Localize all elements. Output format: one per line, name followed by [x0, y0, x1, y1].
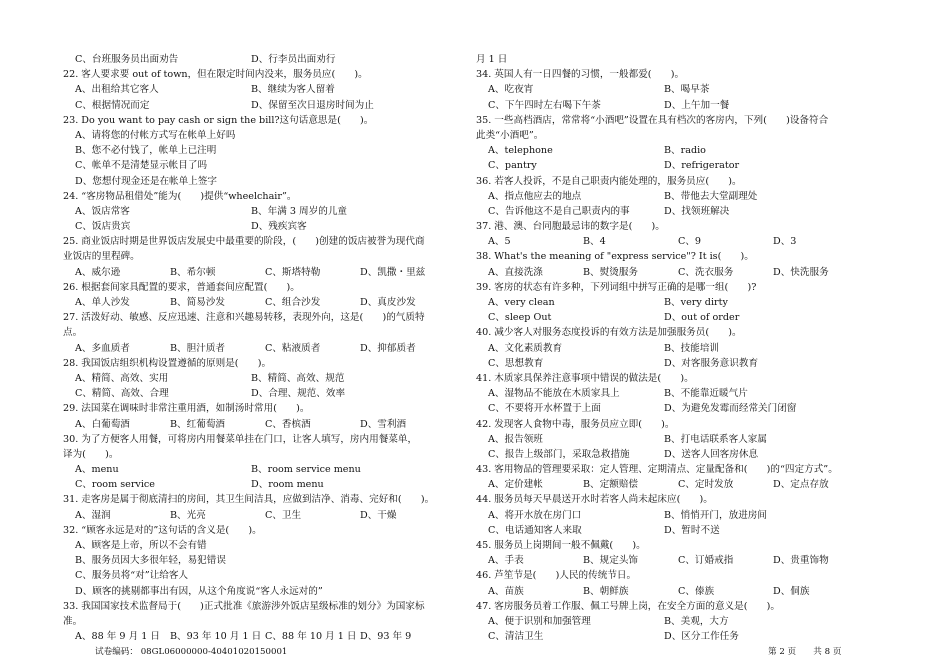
question-line: 41. 木质家具保养注意事项中错误的做法是( )。	[476, 372, 694, 384]
answer-option: B、年满 3 周岁的儿童	[251, 205, 348, 217]
option-row	[476, 508, 868, 523]
option-row	[476, 432, 868, 447]
answer-option: B、精简、高效、规范	[251, 372, 345, 384]
answer-option: A、menu	[75, 464, 119, 476]
answer-option: A、文化素质教育	[488, 342, 563, 354]
answer-option: C、组合沙发	[265, 297, 321, 308]
answer-option: D、定点存放	[773, 479, 829, 491]
answer-option: C、pantry	[488, 160, 537, 172]
option-row	[476, 629, 868, 644]
option-line: B、您不必付钱了，帐单上已注明	[75, 145, 217, 157]
question-line: 23. Do you want to pay cash or sign the bill?这句话意思是( )。	[63, 114, 374, 126]
option-row	[63, 417, 463, 432]
question-line: 43. 客用物品的管理要采取：定人管理、定期清点、定量配备和( )的“四定方式”。	[476, 464, 838, 476]
answer-option: B、打电话联系客人家属	[664, 433, 767, 445]
answer-option: B、朝鲜族	[583, 585, 629, 597]
question-line: 24. “客房物品租借处”能为( )提供“wheelchair”。	[63, 190, 297, 202]
option-row	[63, 98, 463, 113]
answer-option: A、白葡萄酒	[75, 418, 130, 430]
answer-option: C、下午四时左右喝下午茶	[488, 99, 601, 111]
answer-option: C、告诉他这不是自己职责内的事	[488, 205, 630, 217]
answer-option: B、希尔顿	[170, 266, 216, 278]
right-column	[476, 52, 868, 644]
option-row	[63, 82, 463, 97]
option-row	[476, 401, 868, 416]
answer-option: B、4	[583, 236, 606, 248]
option-row	[476, 356, 868, 371]
answer-option: C、根据情况而定	[75, 99, 150, 111]
answer-option: A、湿物品不能放在木质家具上	[488, 388, 620, 400]
answer-option: B、very dirty	[664, 297, 728, 308]
option-row	[63, 341, 463, 356]
left-column	[63, 52, 463, 644]
answer-option: C、粘液质者	[265, 342, 321, 354]
answer-option: A、88 年 9 月 1 日	[75, 631, 160, 643]
question-line: 45. 服务员上岗期间一般不佩戴( )。	[476, 540, 646, 551]
question-line: 47. 客房服务员着工作服、佩工号牌上岗，在安全方面的意义是( )。	[476, 600, 781, 612]
answer-option: D、快洗服务	[773, 266, 829, 278]
question-line: 37. 港、澳、台同胞最忌讳的数字是( )。	[476, 221, 665, 233]
answer-option: D、侗族	[773, 585, 810, 597]
option-row	[63, 386, 463, 401]
answer-option: D、雪利酒	[360, 418, 407, 430]
answer-option: B、红葡萄酒	[170, 418, 226, 430]
option-row	[63, 629, 463, 644]
option-row	[63, 265, 463, 280]
option-row	[63, 204, 463, 219]
option-row	[476, 477, 868, 492]
question-line: 32. “顾客永远是对的”这句话的含义是( )。	[63, 524, 262, 536]
answer-option: B、熨烫服务	[583, 266, 639, 278]
answer-option: D、room menu	[251, 479, 324, 491]
question-line: 46. 芦笙节是( )人民的传统节日。	[476, 570, 637, 582]
question-line: 33. 我国国家技术监督局于( )正式批准《旅游涉外饭店星级标准的划分》为国家标	[63, 600, 425, 612]
option-row	[63, 219, 463, 234]
answer-option: D、真皮沙发	[360, 297, 416, 308]
question-line: 38. What's the meaning of "express service"? It is( )。	[476, 251, 754, 263]
answer-option: D、残疾宾客	[251, 221, 307, 233]
answer-option: A、湿润	[75, 509, 111, 521]
answer-option: A、多血质者	[75, 342, 130, 354]
question-line: 44. 服务员每天早晨送开水时若客人尚未起床应( )。	[476, 494, 713, 506]
answer-option: D、贵重饰物	[773, 555, 829, 567]
answer-option: D、合理、规范、效率	[251, 388, 346, 400]
option-line: C、帐单不是清楚显示帐目了吗	[75, 160, 208, 172]
question-line: 准。	[63, 615, 83, 627]
answer-option: A、定价建帐	[488, 479, 543, 491]
answer-option: A、telephone	[488, 145, 553, 157]
question-line: 36. 若客人投诉，不是自己职责内能处理的，服务员应( )。	[476, 175, 742, 187]
answer-option: B、带他去大堂副理处	[664, 190, 758, 202]
answer-option: C、88 年 10 月 1 日	[265, 631, 357, 643]
question-line: 34. 英国人有一日四餐的习惯，一般都爱( )。	[476, 69, 685, 81]
answer-option: C、傣族	[678, 585, 715, 597]
question-line: 42. 发现客人食物中毒，服务员应立即( )。	[476, 418, 675, 430]
answer-option: D、干燥	[360, 509, 397, 521]
answer-option: D、保留至次日退房时间为止	[251, 99, 374, 111]
exam-code-footer: 试卷编码： 08GL06000000-40401020150001	[95, 647, 288, 657]
answer-option: D、93 年 9	[360, 631, 412, 643]
answer-option: C、sleep Out	[488, 312, 552, 324]
answer-option: C、饭店贵宾	[75, 221, 131, 233]
question-line: 月 1 日	[476, 54, 508, 65]
answer-option: B、简易沙发	[170, 297, 226, 308]
answer-option: A、便于识别和加强管理	[488, 615, 591, 627]
question-line: 业饭店的里程碑。	[63, 251, 140, 263]
answer-option: C、定时发放	[678, 479, 734, 491]
answer-option: A、报告领班	[488, 433, 543, 445]
option-row	[63, 508, 463, 523]
option-row	[476, 158, 868, 173]
answer-option: C、清洁卫生	[488, 631, 544, 643]
answer-option: C、不要将开水杯置于上面	[488, 403, 601, 415]
option-line: A、请将您的付帐方式写在帐单上好吗	[75, 129, 236, 141]
question-line: 31. 走客房是属于彻底清扫的房间，其卫生间洁具，应做到洁净、消毒、完好和( )。	[63, 494, 435, 506]
option-row	[476, 584, 868, 599]
answer-option: B、喝早茶	[664, 84, 710, 96]
answer-option: A、精简、高效、实用	[75, 372, 169, 384]
answer-option: C、报告上级部门，采取急救措施	[488, 448, 630, 460]
option-line: C、服务员将“对”让给客人	[75, 570, 189, 582]
answer-option: C、台班服务员出面劝告	[75, 54, 179, 65]
answer-option: A、威尔逊	[75, 266, 121, 278]
answer-option: B、规定头饰	[583, 555, 639, 567]
question-line: 29. 法国菜在调味时非常注重用酒，如制汤时常用( )。	[63, 403, 310, 415]
answer-option: C、精简、高效、合理	[75, 388, 169, 400]
option-line: D、您想付现金还是在帐单上签字	[75, 175, 218, 187]
answer-option: B、美观，大方	[664, 615, 729, 627]
question-line: 28. 我国饭店组织机构设置遵循的原则是( )。	[63, 357, 272, 369]
question-line: 35. 一些高档酒店，常常将“小酒吧”设置在具有档次的客房内，下列( )设备符合	[476, 114, 829, 126]
option-row	[476, 523, 868, 538]
answer-option: D、refrigerator	[664, 160, 740, 172]
option-row	[476, 234, 868, 249]
question-line: 26. 根据套间家具配置的要求，普通套间应配置( )。	[63, 281, 300, 293]
answer-option: A、苗族	[488, 585, 524, 597]
answer-option: D、凯撒・里兹	[360, 266, 426, 278]
option-line: B、服务员因大多很年轻，易犯错误	[75, 555, 226, 567]
question-line: 30. 为了方便客人用餐，可将房内用餐菜单挂在门口，让客人填写，房内用餐菜单，	[63, 433, 418, 445]
answer-option: C、订婚戒指	[678, 555, 734, 567]
option-row	[476, 82, 868, 97]
option-row	[476, 310, 868, 325]
question-line: 40. 减少客人对服务态度投诉的有效方法是加强服务员( )。	[476, 327, 742, 339]
answer-option: C、思想教育	[488, 357, 544, 369]
answer-option: D、找领班解决	[664, 205, 730, 217]
answer-option: D、抑郁质者	[360, 342, 416, 354]
answer-option: C、洗衣服务	[678, 266, 734, 278]
answer-option: B、room service menu	[251, 464, 361, 476]
option-row	[476, 447, 868, 462]
answer-option: C、9	[678, 236, 702, 248]
answer-option: D、区分工作任务	[664, 631, 739, 643]
option-row	[476, 614, 868, 629]
answer-option: B、继续为客人留着	[251, 84, 335, 96]
option-row	[476, 204, 868, 219]
answer-option: B、光亮	[170, 509, 206, 521]
option-row	[476, 189, 868, 204]
answer-option: B、radio	[664, 145, 706, 157]
answer-option: A、饭店常客	[75, 205, 130, 217]
option-row	[476, 98, 868, 113]
answer-option: C、香槟酒	[265, 418, 311, 430]
option-row	[63, 462, 463, 477]
answer-option: C、斯塔特勒	[265, 266, 321, 278]
option-row	[476, 386, 868, 401]
option-row	[476, 341, 868, 356]
option-row	[476, 143, 868, 158]
answer-option: B、胆汁质者	[170, 342, 226, 354]
answer-option: B、定额赔偿	[583, 479, 639, 491]
answer-option: D、out of order	[664, 312, 740, 324]
option-row	[63, 371, 463, 386]
question-line: 39. 客房的状态有许多种，下列词组中拼写正确的是哪一组( )?	[476, 281, 757, 293]
answer-option: D、送客人回客房休息	[664, 448, 759, 460]
answer-option: D、为避免发霉而经常关门闭窗	[664, 403, 797, 415]
answer-option: A、手表	[488, 555, 524, 567]
answer-option: B、技能培训	[664, 342, 720, 354]
answer-option: D、上午加一餐	[664, 99, 730, 111]
question-line: 点。	[63, 327, 83, 339]
answer-option: B、不能靠近暖气片	[664, 388, 748, 400]
option-row	[63, 52, 463, 67]
option-row	[476, 553, 868, 568]
option-row	[476, 265, 868, 280]
answer-option: A、单人沙发	[75, 297, 130, 308]
answer-option: C、room service	[75, 479, 155, 491]
option-line: D、顾客的挑剔都事出有因，从这个角度说“客人永远对的”	[75, 585, 323, 597]
answer-option: C、卫生	[265, 509, 302, 521]
question-line: 此类“小酒吧”。	[476, 129, 544, 141]
answer-option: B、悄悄开门，放进房间	[664, 509, 767, 521]
answer-option: A、吃夜宵	[488, 84, 534, 96]
option-line: A、顾客是上帝，所以不会有错	[75, 540, 207, 551]
answer-option: A、出租给其它客人	[75, 84, 159, 96]
answer-option: D、行李员出面劝行	[251, 54, 336, 65]
option-row	[63, 295, 463, 310]
question-line: 译为( )。	[63, 448, 119, 460]
question-line: 22. 客人要求要 out of town，但在限定时间内没来，服务员应( )。	[63, 69, 368, 81]
answer-option: A、very clean	[488, 297, 555, 308]
answer-option: D、暂时不送	[664, 524, 720, 536]
option-row	[63, 477, 463, 492]
page-number-footer: 第 2 页 共 8 页	[768, 647, 842, 657]
answer-option: A、5	[488, 236, 511, 248]
option-row	[476, 295, 868, 310]
answer-option: A、将开水放在房门口	[488, 509, 582, 521]
question-line: 27. 活泼好动、敏感、反应迅速、注意和兴趣易转移，表现外向，这是( )的气质特	[63, 312, 425, 324]
answer-option: D、3	[773, 236, 797, 248]
answer-option: B、93 年 10 月 1 日	[170, 631, 262, 643]
answer-option: A、直接洗涤	[488, 266, 543, 278]
answer-option: A、指点他应去的地点	[488, 190, 582, 202]
answer-option: C、电话通知客人来取	[488, 524, 582, 536]
question-line: 25. 商业饭店时期是世界饭店发展史中最重要的阶段，( )创建的饭店被誉为现代商	[63, 236, 425, 248]
answer-option: D、对客服务意识教育	[664, 357, 759, 369]
